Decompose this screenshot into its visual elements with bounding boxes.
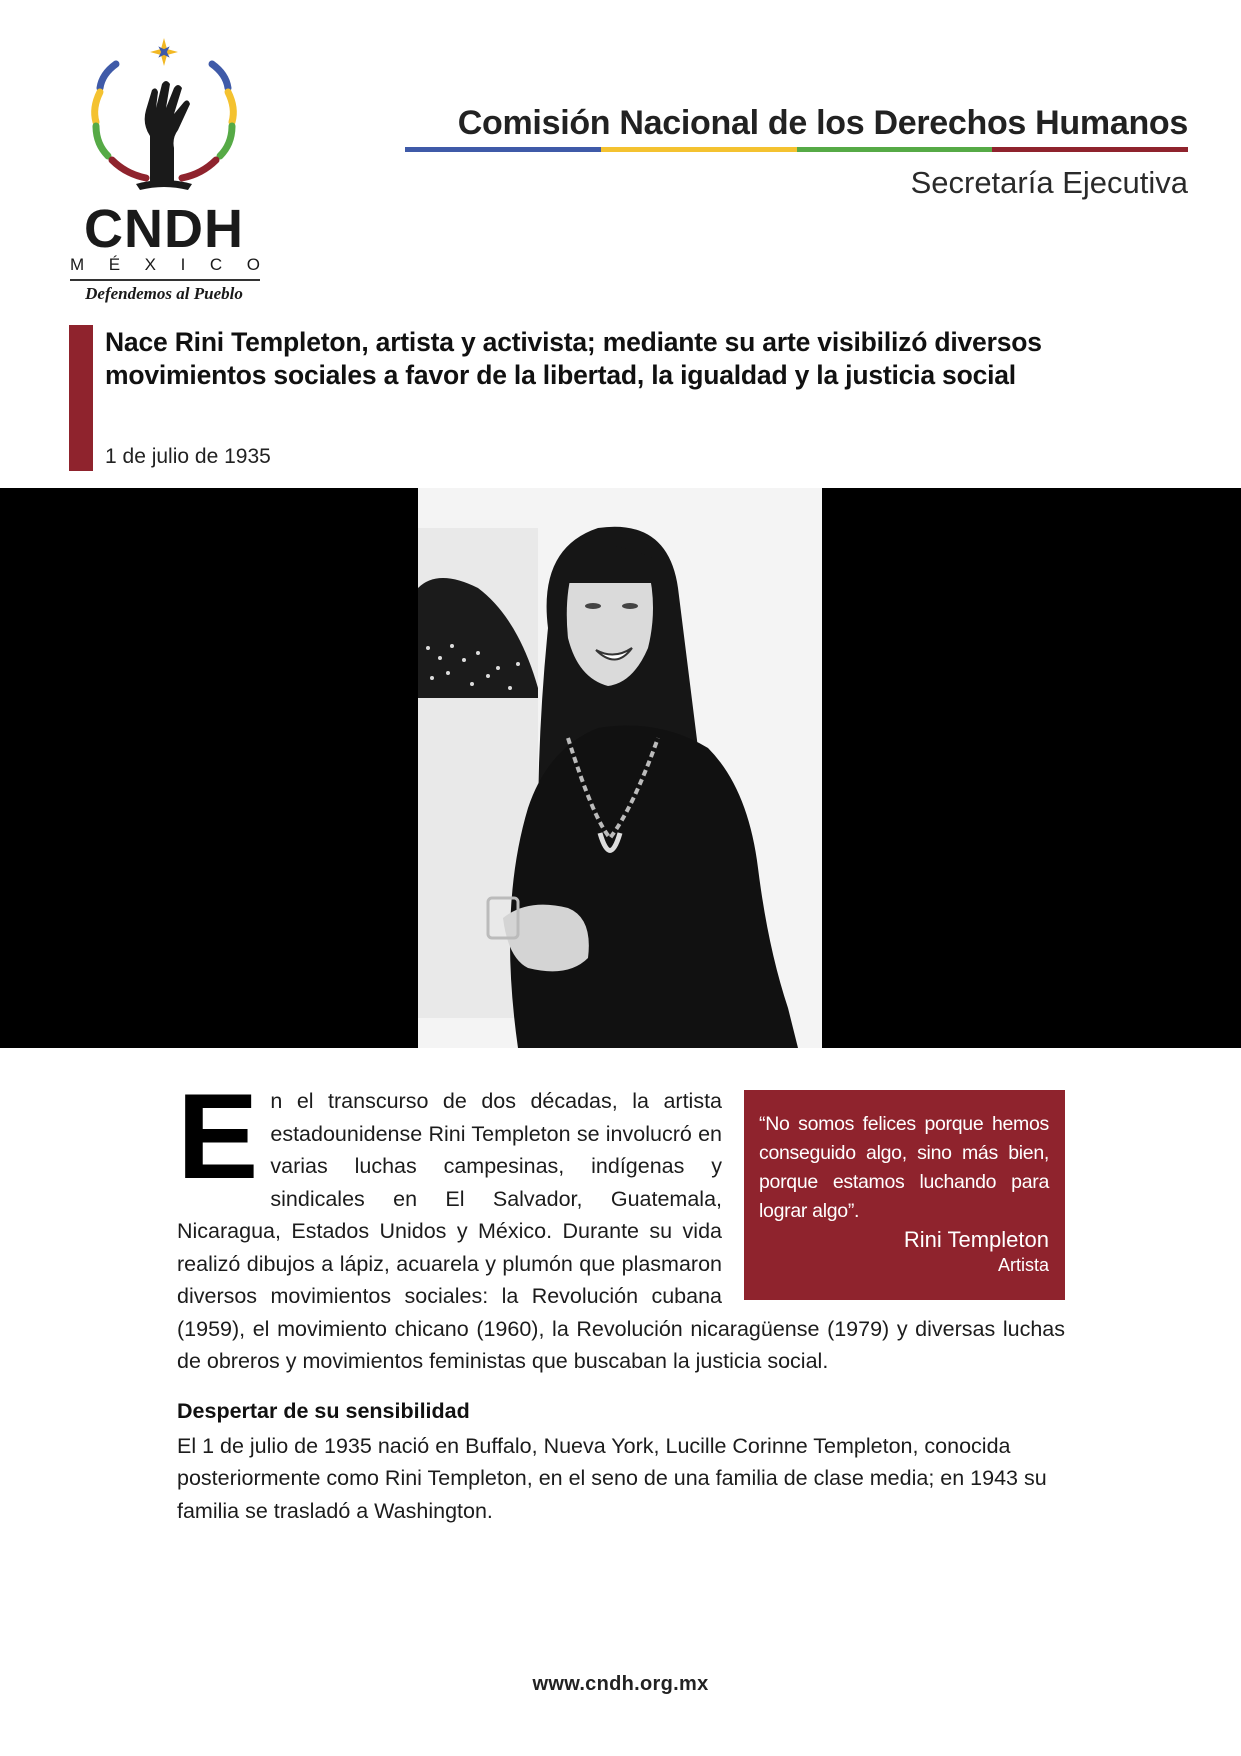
logo-letter: X <box>144 255 157 274</box>
photo-band <box>0 488 1241 1048</box>
section-paragraph: El 1 de julio de 1935 nació en Buffalo, Nueva York, Lucille Corinne Templeton, conocida posteriormente como Rini Templeton, en el seno de una familia de clase media; en 1943 su familia se trasladó a Washington. <box>177 1433 1047 1523</box>
logo-letter: É <box>108 255 121 274</box>
logo-letter: I <box>180 255 186 274</box>
color-bar-red <box>992 147 1188 152</box>
website-link[interactable]: www.cndh.org.mx <box>532 1673 709 1695</box>
footer-website <box>0 1673 1241 1696</box>
logo-acronym: CNDH <box>84 199 244 259</box>
logo-letter: C <box>209 255 223 274</box>
title-accent-bar <box>69 325 93 471</box>
organization-name: Comisión Nacional de los Derechos Humanos <box>457 104 1188 142</box>
logo-country <box>70 256 260 274</box>
article-headline: Nace Rini Templeton, artista y activista; mediante su arte visibilizó diversos movimientos sociales a favor de la libertad, la igualdad y la justicia social <box>105 327 1042 390</box>
logo-tagline: Defendemos al Pueblo <box>85 284 243 303</box>
pull-quote <box>744 1090 1065 1300</box>
logo-letter: M <box>70 255 85 274</box>
color-bar <box>405 147 1188 152</box>
color-bar-blue <box>405 147 601 152</box>
lead-paragraph: n el transcurso de dos décadas, la artista estadounidense Rini Templeton se involucró en varias luchas campesinas, indígenas y sindicales en El Salvador, Guatemala, Nicaragua, Estados Unidos y México. Durante su vida realizó dibujos a lápiz, acuarela y plumón que plasmaron diversos movimientos sociales: la Revolución cubana (1959), el movimiento chicano (1960), la Revolución nicaragüense (1979) y diversas luchas de obreros y movimientos feministas que buscaban la justicia social. <box>177 1089 1065 1373</box>
logo-divider <box>70 279 260 281</box>
raised-hand-laurel-star-icon <box>66 32 262 202</box>
color-bar-green <box>797 147 993 152</box>
article-date: 1 de julio de 1935 <box>105 445 271 468</box>
quote-text: “No somos felices porque hemos conseguido algo, sino más bien, porque estamos luchando para lograr algo”. <box>759 1113 1049 1222</box>
section-title: Despertar de su sensibilidad <box>177 1398 470 1423</box>
cndh-logo <box>66 32 262 303</box>
quote-author: Rini Templeton <box>903 1227 1049 1252</box>
logo-letter: O <box>246 255 260 274</box>
color-bar-yellow <box>601 147 797 152</box>
quote-author-role: Artista <box>997 1255 1049 1275</box>
organization-subtitle: Secretaría Ejecutiva <box>910 165 1188 200</box>
article-body <box>177 1068 1065 1527</box>
portrait-illustration <box>418 488 822 1048</box>
drop-cap: E <box>177 1068 259 1204</box>
portrait-photo <box>418 488 822 1048</box>
